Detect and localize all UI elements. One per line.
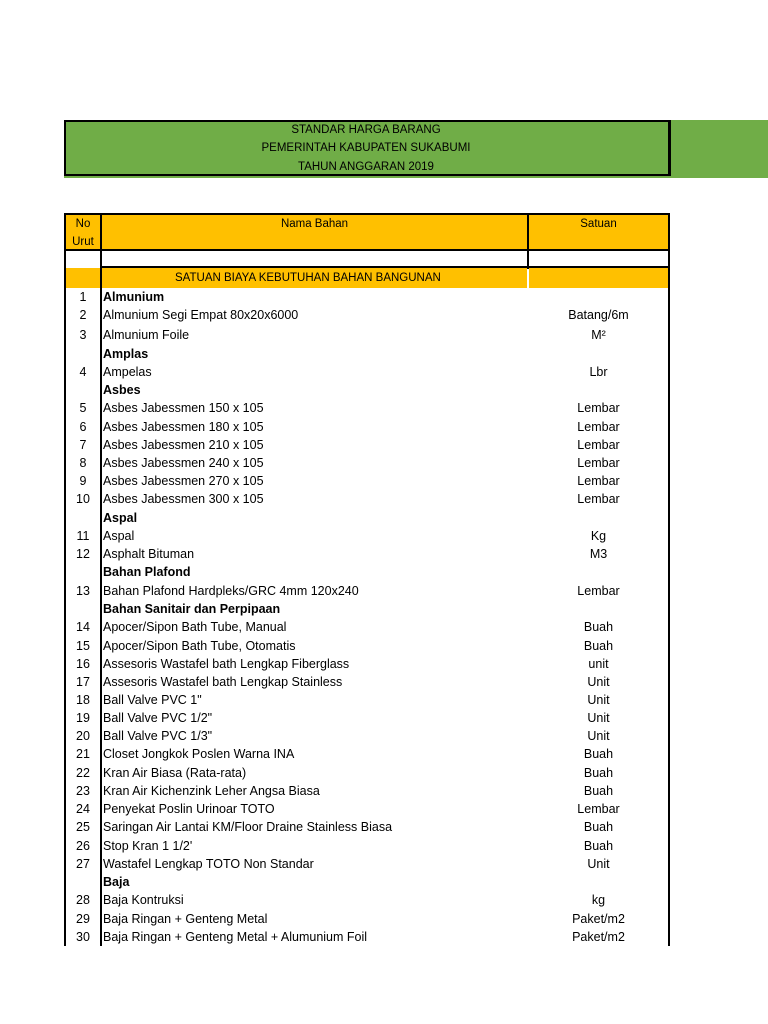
table-row bbox=[0, 745, 768, 763]
material-name: Asbes Jabessmen 210 x 105 bbox=[103, 438, 264, 452]
row-number: 22 bbox=[76, 766, 90, 780]
material-name: Closet Jongkok Poslen Warna INA bbox=[103, 747, 295, 761]
row-unit: Paket/m2 bbox=[572, 930, 625, 944]
section-heading bbox=[66, 268, 527, 288]
row-unit: Lembar bbox=[577, 438, 620, 452]
material-name: Asbes Jabessmen 150 x 105 bbox=[103, 401, 264, 415]
material-name: Ball Valve PVC 1" bbox=[103, 693, 202, 707]
row-number: 3 bbox=[79, 328, 87, 342]
row-unit: kg bbox=[591, 893, 606, 907]
row-number: 8 bbox=[79, 456, 87, 470]
table-row bbox=[0, 855, 768, 873]
table-row bbox=[0, 837, 768, 855]
row-unit: Buah bbox=[583, 639, 614, 653]
grid-line-nama-top bbox=[527, 213, 529, 269]
row-unit: unit bbox=[588, 657, 609, 671]
material-name: Almunium Segi Empat 80x20x6000 bbox=[103, 308, 299, 322]
row-number: 21 bbox=[76, 747, 90, 761]
row-unit: Batang/6m bbox=[568, 308, 629, 322]
row-number: 12 bbox=[76, 547, 90, 561]
row-number: 18 bbox=[76, 693, 90, 707]
row-number: 19 bbox=[76, 711, 90, 725]
row-unit: Buah bbox=[583, 784, 614, 798]
material-name: Bahan Plafond Hardpleks/GRC 4mm 120x240 bbox=[103, 584, 359, 598]
row-unit: M3 bbox=[589, 547, 608, 561]
table-row bbox=[0, 418, 768, 436]
table-row bbox=[0, 727, 768, 745]
table-row bbox=[0, 655, 768, 673]
row-unit: Buah bbox=[583, 766, 614, 780]
group-name: Almunium bbox=[103, 290, 165, 304]
material-name: Asbes Jabessmen 240 x 105 bbox=[103, 456, 264, 470]
section-heading-text: SATUAN BIAYA KEBUTUHAN BAHAN BANGUNAN bbox=[175, 272, 441, 284]
row-number: 16 bbox=[76, 657, 90, 671]
table-row bbox=[0, 582, 768, 600]
row-unit: Buah bbox=[583, 839, 614, 853]
row-unit: Buah bbox=[583, 820, 614, 834]
row-number: 17 bbox=[76, 675, 90, 689]
table-row bbox=[0, 363, 768, 381]
group-name: Bahan Sanitair dan Perpipaan bbox=[103, 602, 281, 616]
section-heading-right bbox=[529, 268, 668, 288]
table-row bbox=[0, 910, 768, 928]
group-name: Baja bbox=[103, 875, 130, 889]
row-number: 13 bbox=[76, 584, 90, 598]
group-name: Aspal bbox=[103, 511, 138, 525]
table-row bbox=[0, 764, 768, 782]
table-row bbox=[0, 600, 768, 618]
header-no bbox=[66, 215, 100, 251]
material-name: Asphalt Bituman bbox=[103, 547, 195, 561]
row-number: 5 bbox=[79, 401, 87, 415]
row-number: 24 bbox=[76, 802, 90, 816]
material-name: Apocer/Sipon Bath Tube, Manual bbox=[103, 620, 287, 634]
material-name: Ball Valve PVC 1/3" bbox=[103, 729, 213, 743]
table-row bbox=[0, 399, 768, 417]
table-row bbox=[0, 928, 768, 946]
row-number: 11 bbox=[76, 529, 90, 543]
table-row bbox=[0, 288, 768, 306]
material-name: Saringan Air Lantai KM/Floor Draine Stainless Biasa bbox=[103, 820, 393, 834]
row-unit: Lembar bbox=[577, 401, 620, 415]
header-no-line2: Urut bbox=[72, 236, 94, 248]
table-row bbox=[0, 454, 768, 472]
material-name: Penyekat Poslin Urinoar TOTO bbox=[103, 802, 275, 816]
table-row bbox=[0, 673, 768, 691]
material-name: Stop Kran 1 1/2' bbox=[103, 839, 193, 853]
group-name: Bahan Plafond bbox=[103, 565, 191, 579]
row-unit: Buah bbox=[583, 620, 614, 634]
row-number: 7 bbox=[79, 438, 87, 452]
row-unit: Lembar bbox=[577, 474, 620, 488]
table-row bbox=[0, 800, 768, 818]
table-row bbox=[0, 472, 768, 490]
row-number: 10 bbox=[76, 492, 90, 506]
material-name: Asbes Jabessmen 300 x 105 bbox=[103, 492, 264, 506]
table-row bbox=[0, 637, 768, 655]
row-number: 28 bbox=[76, 893, 90, 907]
group-name: Asbes bbox=[103, 383, 141, 397]
table-row bbox=[0, 381, 768, 399]
row-unit: Unit bbox=[587, 729, 610, 743]
table-row bbox=[0, 818, 768, 836]
row-unit: Paket/m2 bbox=[572, 912, 625, 926]
material-name: Wastafel Lengkap TOTO Non Standar bbox=[103, 857, 314, 871]
material-name: Assesoris Wastafel bath Lengkap Fiberglass bbox=[103, 657, 350, 671]
material-name: Asbes Jabessmen 180 x 105 bbox=[103, 420, 264, 434]
table-row bbox=[0, 618, 768, 636]
row-unit: Unit bbox=[587, 711, 610, 725]
material-name: Apocer/Sipon Bath Tube, Otomatis bbox=[103, 639, 296, 653]
row-number: 27 bbox=[76, 857, 90, 871]
material-name: Ampelas bbox=[103, 365, 152, 379]
material-name: Kran Air Kichenzink Leher Angsa Biasa bbox=[103, 784, 320, 798]
row-unit: Lembar bbox=[577, 802, 620, 816]
table-row bbox=[0, 436, 768, 454]
row-unit: Lembar bbox=[577, 584, 620, 598]
table-row bbox=[0, 326, 768, 344]
material-name: Ball Valve PVC 1/2" bbox=[103, 711, 213, 725]
row-unit: Kg bbox=[590, 529, 607, 543]
row-number: 9 bbox=[79, 474, 87, 488]
table-row bbox=[0, 509, 768, 527]
row-number: 1 bbox=[79, 290, 87, 304]
material-name: Almunium Foile bbox=[103, 328, 190, 342]
table-row bbox=[0, 545, 768, 563]
table-row bbox=[0, 891, 768, 909]
material-name: Baja Kontruksi bbox=[103, 893, 184, 907]
row-unit: M² bbox=[591, 328, 606, 342]
row-number: 25 bbox=[76, 820, 90, 834]
title-line-1: STANDAR HARGA BARANG bbox=[291, 124, 441, 136]
table-row bbox=[0, 527, 768, 545]
row-unit: Buah bbox=[583, 747, 614, 761]
header-nama-bahan: Nama Bahan bbox=[280, 218, 349, 230]
header-satuan: Satuan bbox=[580, 218, 617, 230]
material-name: Baja Ringan + Genteng Metal + Alumunium Foil bbox=[103, 930, 368, 944]
row-unit: Lembar bbox=[577, 420, 620, 434]
table-row bbox=[0, 563, 768, 581]
row-number: 4 bbox=[79, 365, 87, 379]
table-row bbox=[0, 306, 768, 324]
table-row bbox=[0, 782, 768, 800]
grid-line-spacer bbox=[100, 266, 668, 268]
header-no-line1: No bbox=[75, 218, 91, 230]
title-line-2: PEMERINTAH KABUPATEN SUKABUMI bbox=[261, 142, 471, 154]
group-name: Amplas bbox=[103, 347, 149, 361]
row-unit: Lembar bbox=[577, 492, 620, 506]
table-row bbox=[0, 873, 768, 891]
table-row bbox=[0, 345, 768, 363]
row-number: 15 bbox=[76, 639, 90, 653]
material-name: Aspal bbox=[103, 529, 135, 543]
row-unit: Unit bbox=[587, 675, 610, 689]
row-number: 29 bbox=[76, 912, 90, 926]
material-name: Kran Air Biasa (Rata-rata) bbox=[103, 766, 247, 780]
row-number: 30 bbox=[76, 930, 90, 944]
row-number: 14 bbox=[76, 620, 90, 634]
material-name: Assesoris Wastafel bath Lengkap Stainless bbox=[103, 675, 343, 689]
row-number: 20 bbox=[76, 729, 90, 743]
material-name: Baja Ringan + Genteng Metal bbox=[103, 912, 268, 926]
row-number: 6 bbox=[79, 420, 87, 434]
table-row bbox=[0, 709, 768, 727]
row-number: 23 bbox=[76, 784, 90, 798]
row-unit: Lembar bbox=[577, 456, 620, 470]
row-unit: Lbr bbox=[589, 365, 608, 379]
table-row bbox=[0, 691, 768, 709]
table-row bbox=[0, 490, 768, 508]
row-unit: Unit bbox=[587, 857, 610, 871]
title-line-3: TAHUN ANGGARAN 2019 bbox=[298, 161, 434, 173]
row-number: 26 bbox=[76, 839, 90, 853]
material-name: Asbes Jabessmen 270 x 105 bbox=[103, 474, 264, 488]
row-number: 2 bbox=[79, 308, 87, 322]
row-unit: Unit bbox=[587, 693, 610, 707]
